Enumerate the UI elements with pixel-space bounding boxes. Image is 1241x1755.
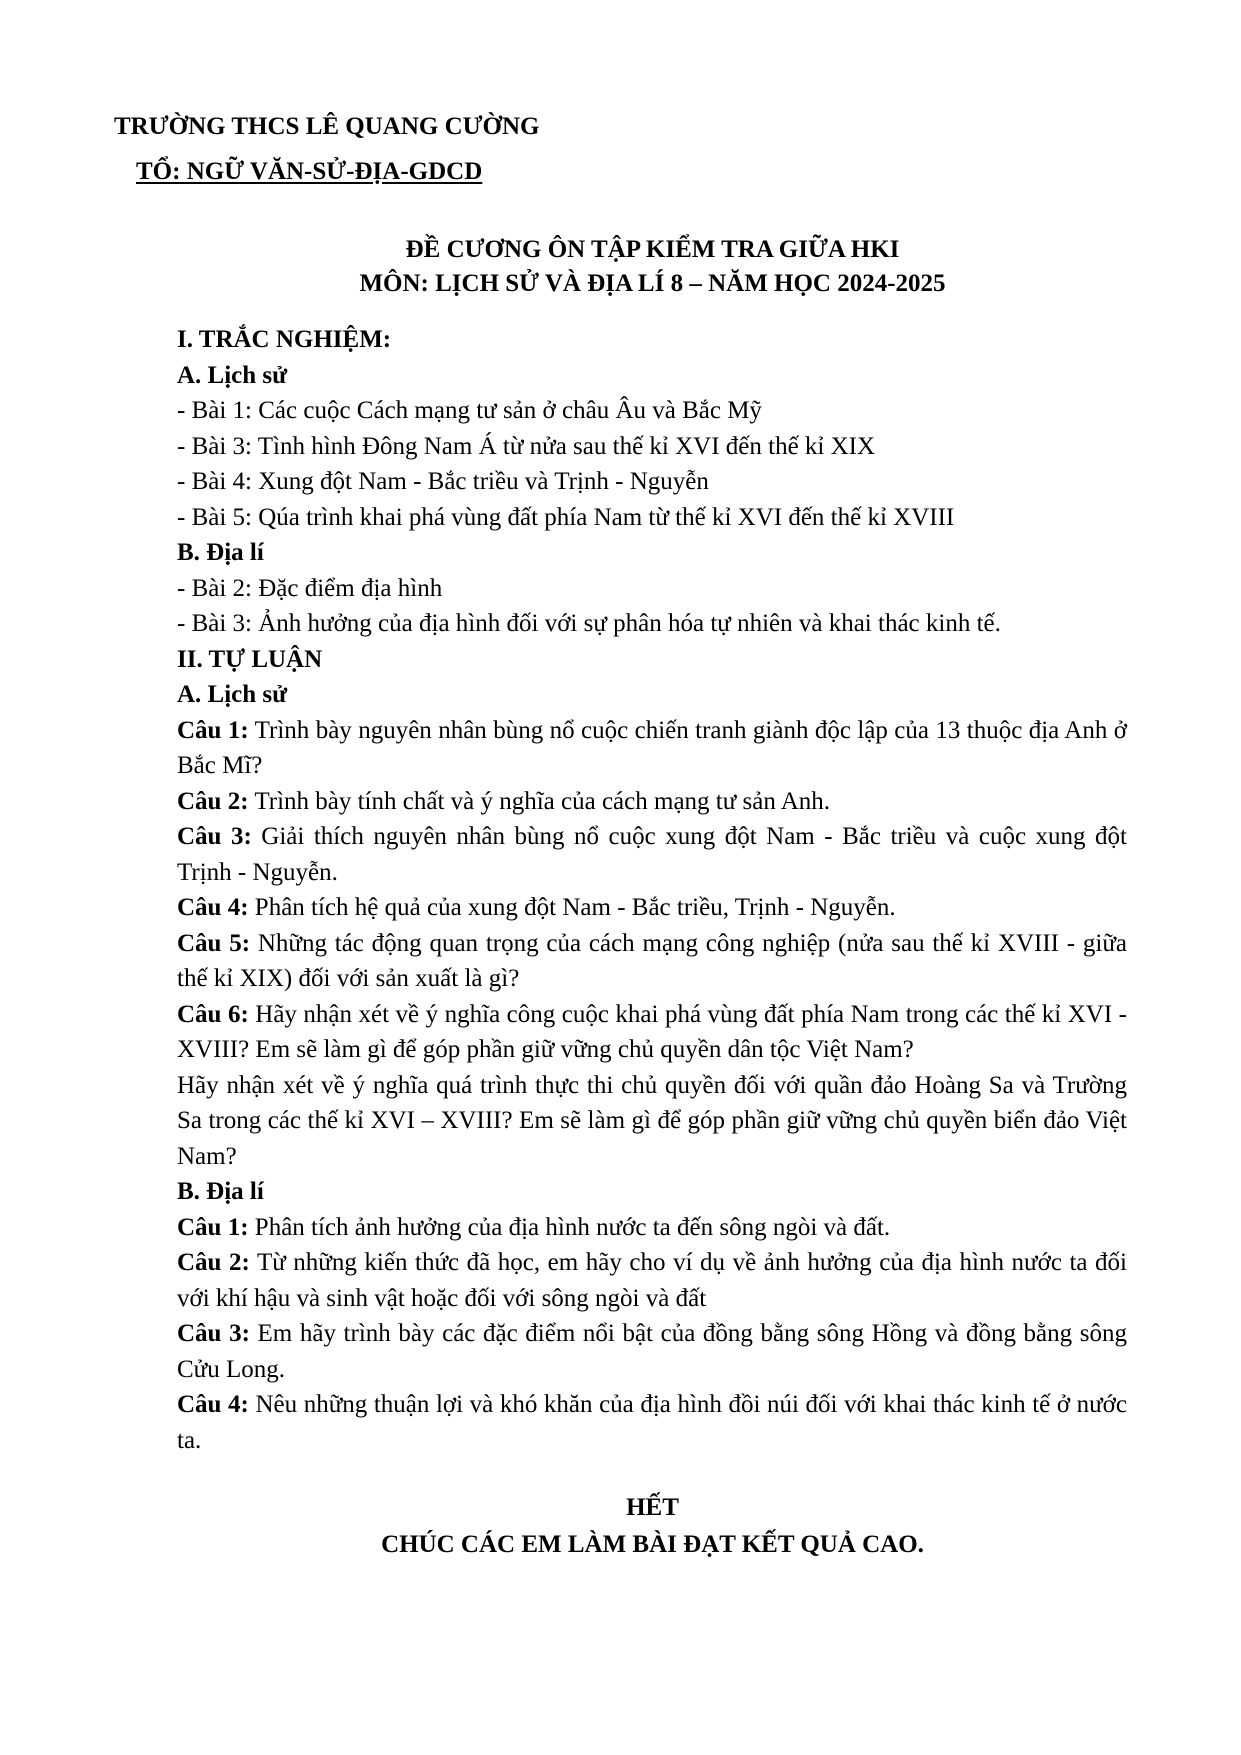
question-text: Từ những kiến thức đã học, em hãy cho ví dụ về ảnh hưởng của địa hình nước ta đối với khí hậu và sinh vật hoặc đối với sông ngòi và đất xyxy=(177,1249,1127,1312)
question-label: Câu 5: xyxy=(177,929,251,957)
list-item: - Bài 5: Qúa trình khai phá vùng đất phía Nam từ thế kỉ XVI đến thế kỉ XVIII xyxy=(177,503,955,531)
question-label: Câu 4: xyxy=(177,894,249,921)
list-item: - Bài 2: Đặc điểm địa hình xyxy=(177,574,443,602)
question-label: Câu 6: xyxy=(177,1000,249,1028)
question-text: Phân tích hệ quả của xung đột Nam - Bắc triều, Trịnh - Nguyễn. xyxy=(248,894,896,921)
question-text: Hãy nhận xét về ý nghĩa công cuộc khai phá vùng đất phía Nam trong các thế kỉ XVI - XVIII? Em sẽ làm gì để góp phần giữ vững chủ quyền dân tộc Việt Nam? xyxy=(177,1000,1127,1063)
document-title: ĐỀ CƯƠNG ÔN TẬP KIỂM TRA GIỮA HKI xyxy=(405,236,900,263)
school-name: TRƯỜNG THCS LÊ QUANG CƯỜNG xyxy=(114,113,540,140)
list-item: - Bài 3: Tình hình Đông Nam Á từ nửa sau thế kỉ XVI đến thế kỉ XIX xyxy=(177,432,876,460)
question-text: Trình bày nguyên nhân bùng nổ cuộc chiến tranh giành độc lập của 13 thuộc địa Anh ở Bắc Mĩ? xyxy=(177,716,1127,779)
question-text: Em hãy trình bày các đặc điểm nổi bật của đồng bằng sông Hồng và đồng bằng sông Cửu Long. xyxy=(177,1320,1127,1383)
question xyxy=(177,926,1127,997)
subsection-heading-geography: B. Địa lí xyxy=(177,539,264,566)
question xyxy=(177,1245,1127,1316)
list-item: - Bài 3: Ảnh hưởng của địa hình đối với sự phân hóa tự nhiên và khai thác kinh tế. xyxy=(177,610,1001,637)
question xyxy=(177,713,1127,784)
question-label: Câu 4: xyxy=(177,1391,249,1418)
question xyxy=(177,997,1127,1068)
question-text: Trình bày tính chất và ý nghĩa của cách mạng tư sản Anh. xyxy=(248,787,831,815)
question-text: Nêu những thuận lợi và khó khăn của địa hình đồi núi đối với khai thác kinh tế ở nước ta. xyxy=(177,1391,1127,1454)
department-name: TỔ: NGỮ VĂN-SỬ-ĐỊA-GDCD xyxy=(136,158,483,185)
question xyxy=(177,1387,1127,1458)
question-extra: Hãy nhận xét về ý nghĩa quá trình thực thi chủ quyền đối với quần đảo Hoàng Sa và Trường Sa trong các thế kỉ XVI – XVIII? Em sẽ làm gì để góp phần giữ vững chủ quyền biển đảo Việt Nam? xyxy=(177,1071,1127,1170)
subsection-heading-history: A. Lịch sử xyxy=(177,361,288,389)
subsection-heading-history: A. Lịch sử xyxy=(177,681,288,708)
subsection-heading-geography: B. Địa lí xyxy=(177,1178,264,1205)
document-subtitle: MÔN: LỊCH SỬ VÀ ĐỊA LÍ 8 – NĂM HỌC 2024-2025 xyxy=(359,270,946,297)
question xyxy=(177,1316,1127,1387)
end-marker: HẾT xyxy=(626,1494,679,1521)
question-text: Giải thích nguyên nhân bùng nổ cuộc xung đột Nam - Bắc triều và cuộc xung đột Trịnh - Nguyễn. xyxy=(177,823,1127,886)
question-label: Câu 3: xyxy=(177,823,252,850)
document-content xyxy=(177,322,1127,1458)
question xyxy=(177,1210,1127,1246)
section-heading-essay: II. TỰ LUẬN xyxy=(177,645,323,673)
list-item: - Bài 4: Xung đột Nam - Bắc triều và Trịnh - Nguyễn xyxy=(177,468,709,495)
question xyxy=(177,890,1127,926)
question xyxy=(177,819,1127,890)
question-label: Câu 1: xyxy=(177,716,249,744)
question-label: Câu 1: xyxy=(177,1213,249,1241)
list-item: - Bài 1: Các cuộc Cách mạng tư sản ở châu Âu và Bắc Mỹ xyxy=(177,397,762,424)
question-label: Câu 2: xyxy=(177,1249,250,1276)
question-label: Câu 3: xyxy=(177,1320,250,1347)
section-heading-multiple-choice: I. TRẮC NGHIỆM: xyxy=(177,326,392,353)
question-label: Câu 2: xyxy=(177,787,249,815)
closing-wish: CHÚC CÁC EM LÀM BÀI ĐẠT KẾT QUẢ CAO. xyxy=(381,1531,924,1558)
question-text: Những tác động quan trọng của cách mạng công nghiệp (nửa sau thế kỉ XVIII - giữa thế kỉ XIX) đối với sản xuất là gì? xyxy=(177,929,1127,992)
question xyxy=(177,784,1127,820)
question-text: Phân tích ảnh hưởng của địa hình nước ta đến sông ngòi và đất. xyxy=(248,1213,891,1241)
